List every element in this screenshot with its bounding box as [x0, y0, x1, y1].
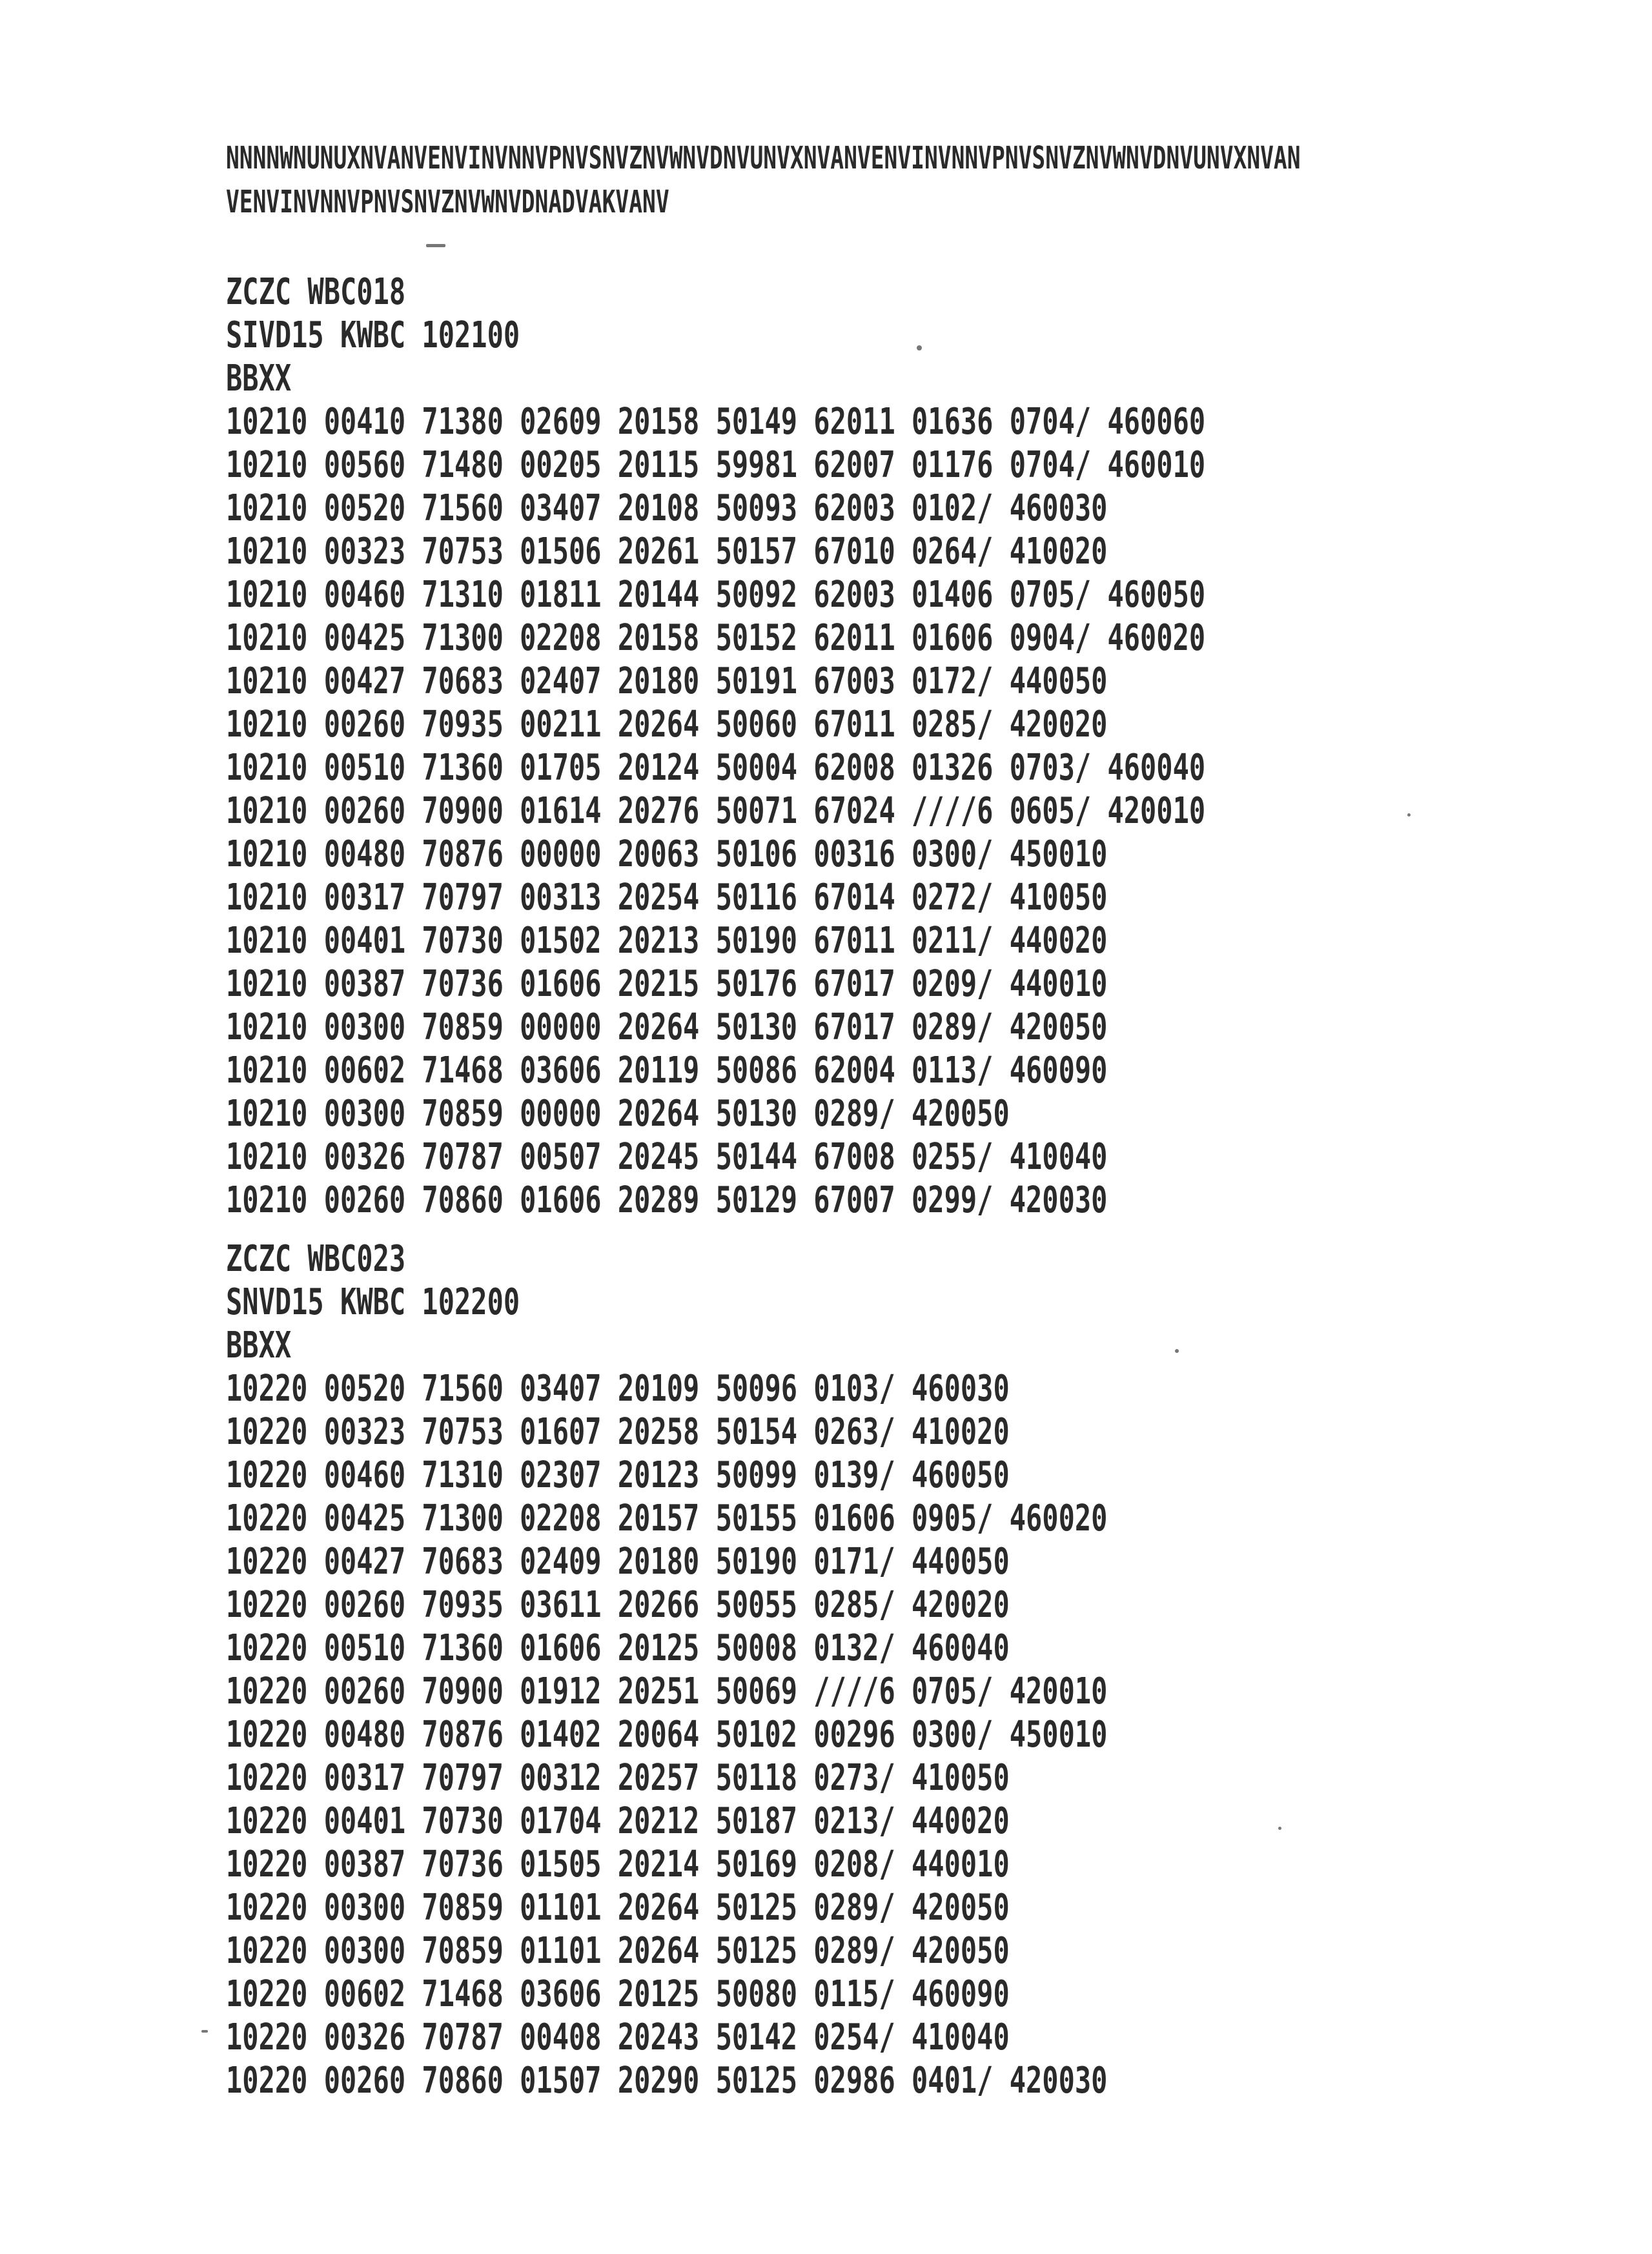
report-line: 10210 00300 70859 00000 20264 50130 67017 0289/ 420050 — [226, 1006, 1108, 1048]
report-line: 10210 00326 70787 00507 20245 50144 67008 0255/ 410040 — [226, 1136, 1108, 1178]
report-line: 10220 00401 70730 01704 20212 50187 0213/ 440020 — [226, 1800, 1010, 1842]
report-line: 10210 00260 70860 01606 20289 50129 67007 0299/ 420030 — [226, 1179, 1108, 1221]
report-line: 10220 00326 70787 00408 20243 50142 0254/ 410040 — [226, 2016, 1010, 2058]
report-line: 10220 00317 70797 00312 20257 50118 0273/ 410050 — [226, 1757, 1010, 1799]
report-line: 10220 00480 70876 01402 20064 50102 00296 0300/ 450010 — [226, 1714, 1108, 1756]
report-line: 10210 00260 70935 00211 20264 50060 67011 0285/ 420020 — [226, 704, 1108, 746]
preamble-line: VENVINVNNVPNVSNVZNVWNVDNADVAKVANV — [226, 184, 669, 220]
report-line: 10220 00323 70753 01607 20258 50154 0263/ 410020 — [226, 1411, 1010, 1453]
bulletin-start: ZCZC WBC023 — [226, 1238, 406, 1280]
scan-speck — [1278, 1827, 1281, 1830]
report-line: 10220 00427 70683 02409 20180 50190 0171/ 440050 — [226, 1541, 1010, 1583]
scan-speck — [1175, 1349, 1179, 1353]
bulletin-code: BBXX — [226, 358, 292, 400]
report-line: 10220 00260 70935 03611 20266 50055 0285/ 420020 — [226, 1584, 1010, 1626]
report-line: 10210 00602 71468 03606 20119 50086 62004 0113/ 460090 — [226, 1050, 1108, 1091]
report-line: 10220 00520 71560 03407 20109 50096 0103/ 460030 — [226, 1368, 1010, 1410]
report-line: 10210 00560 71480 00205 20115 59981 62007 01176 0704/ 460010 — [226, 444, 1206, 486]
report-line: 10220 00300 70859 01101 20264 50125 0289/ 420050 — [226, 1887, 1010, 1929]
report-line: 10220 00260 70860 01507 20290 50125 02986 0401/ 420030 — [226, 2060, 1108, 2102]
scan-speck — [917, 345, 922, 350]
report-line: 10210 00300 70859 00000 20264 50130 0289/ 420050 — [226, 1093, 1010, 1135]
report-line: 10210 00510 71360 01705 20124 50004 62008 01326 0703/ 460040 — [226, 747, 1206, 789]
report-line: 10210 00460 71310 01811 20144 50092 62003 01406 0705/ 460050 — [226, 574, 1206, 616]
report-line: 10220 00425 71300 02208 20157 50155 01606 0905/ 460020 — [226, 1498, 1108, 1539]
report-line: 10210 00427 70683 02407 20180 50191 67003 0172/ 440050 — [226, 660, 1108, 702]
report-line: 10220 00602 71468 03606 20125 50080 0115/ 460090 — [226, 1973, 1010, 2015]
preamble-line: NNNNWNUNUXNVANVENVINVNNVPNVSNVZNVWNVDNVUNVXNVANVENVINVNNVPNVSNVZNVWNVDNVUNVXNVAN — [226, 140, 1301, 176]
bulletin-heading: SNVD15 KWBC 102200 — [226, 1281, 520, 1323]
report-line: 10210 00260 70900 01614 20276 50071 67024 ////6 0605/ 420010 — [226, 790, 1206, 832]
report-line: 10220 00510 71360 01606 20125 50008 0132/ 460040 — [226, 1627, 1010, 1669]
report-line: 10210 00387 70736 01606 20215 50176 67017 0209/ 440010 — [226, 963, 1108, 1005]
report-line: 10210 00410 71380 02609 20158 50149 62011 01636 0704/ 460060 — [226, 401, 1206, 443]
scan-speck — [1407, 813, 1411, 817]
report-line: 10210 00520 71560 03407 20108 50093 62003 0102/ 460030 — [226, 487, 1108, 529]
scan-speck — [426, 244, 445, 247]
report-line: 10220 00260 70900 01912 20251 50069 ////6 0705/ 420010 — [226, 1670, 1108, 1712]
report-line: 10210 00425 71300 02208 20158 50152 62011 01606 0904/ 460020 — [226, 617, 1206, 659]
scan-speck — [201, 2030, 208, 2033]
report-line: 10220 00300 70859 01101 20264 50125 0289/ 420050 — [226, 1930, 1010, 1972]
bulletin-start: ZCZC WBC018 — [226, 271, 406, 313]
report-line: 10220 00387 70736 01505 20214 50169 0208/ 440010 — [226, 1843, 1010, 1885]
report-line: 10210 00480 70876 00000 20063 50106 00316 0300/ 450010 — [226, 833, 1108, 875]
bulletin-code: BBXX — [226, 1325, 292, 1366]
report-line: 10210 00401 70730 01502 20213 50190 67011 0211/ 440020 — [226, 920, 1108, 962]
report-line: 10210 00323 70753 01506 20261 50157 67010 0264/ 410020 — [226, 531, 1108, 573]
bulletin-heading: SIVD15 KWBC 102100 — [226, 314, 520, 356]
report-line: 10210 00317 70797 00313 20254 50116 67014 0272/ 410050 — [226, 877, 1108, 919]
report-line: 10220 00460 71310 02307 20123 50099 0139/ 460050 — [226, 1454, 1010, 1496]
